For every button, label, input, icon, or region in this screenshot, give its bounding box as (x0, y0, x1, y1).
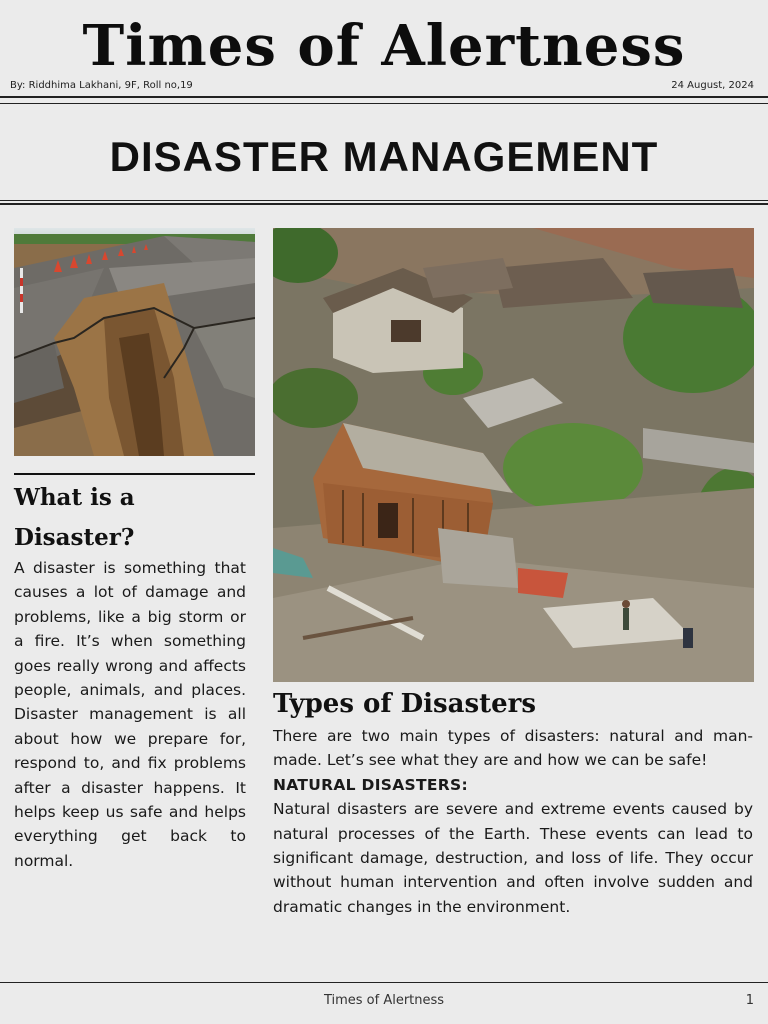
masthead-rule-thick (0, 96, 768, 98)
footer-publication-name: Times of Alertness (323, 993, 445, 1008)
heading-line: Disaster? (14, 524, 135, 551)
collapsed-houses-photo (273, 228, 754, 682)
publication-date: 24 August, 2024 (671, 80, 754, 91)
newspaper-title: Times of Alertness (82, 13, 686, 79)
types-intro-paragraph: There are two main types of disasters: natural and man-made. Let’s see what they are and how we can be safe! (273, 727, 753, 770)
masthead-rule-thin (0, 103, 768, 104)
headline-rule-thick (0, 203, 768, 205)
heading-line: What is a (14, 484, 135, 511)
natural-disasters-paragraph: Natural disasters are severe and extreme events caused by natural processes of the Earth. These events can lead to significant damage, destruction, and loss of life. They occur without human intervention and often involve sudden and dramatic changes in the environment. (273, 800, 753, 916)
natural-disasters-subheading: NATURAL DISASTERS: (273, 775, 468, 794)
main-headline: DISASTER MANAGEMENT (109, 133, 659, 180)
disaster-definition-text: A disaster is something that causes a lot of damage and problems, like a big storm or a fire. It’s when something goes really wrong and affects people, animals, and places. Disaster management is all about how we prepare for, respond to, and fix problems after a disaster happens. It helps keep us safe and helps everything get back to normal. (14, 559, 246, 870)
headline-rule-thin (0, 200, 768, 201)
page-number: 1 (745, 993, 754, 1008)
left-column-rule (14, 473, 255, 475)
cracked-road-photo (14, 228, 255, 456)
types-of-disasters-heading: Types of Disasters (273, 689, 537, 719)
byline: By: Riddhima Lakhani, 9F, Roll no,19 (10, 80, 193, 91)
footer-rule (0, 982, 768, 983)
what-is-a-disaster-heading (14, 478, 255, 558)
types-of-disasters-body (273, 724, 753, 919)
